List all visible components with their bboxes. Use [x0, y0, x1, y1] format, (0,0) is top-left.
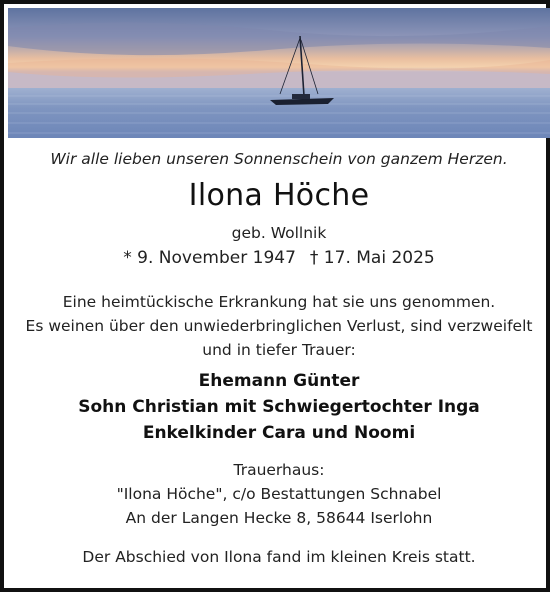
- mourner: Enkelkinder Cara und Noomi: [142, 423, 416, 443]
- address-line: "Ilona Höche", c/o Bestattungen Schnabel: [116, 485, 442, 503]
- address-line: Trauerhaus:: [233, 461, 325, 479]
- birth-date: * 9. November 1947: [123, 248, 296, 268]
- sunset-sea-image: [8, 8, 550, 138]
- birth-name: geb. Wollnik: [231, 224, 327, 242]
- mourner: Ehemann Günter: [198, 371, 360, 391]
- motto: Wir alle lieben unseren Sonnenschein von ganzem Herzen.: [50, 150, 508, 168]
- mourning-house-address: [8, 458, 550, 530]
- message-line: Eine heimtückische Erkrankung hat sie uns genommen.: [62, 293, 496, 311]
- message: [8, 290, 550, 362]
- life-dates: [8, 248, 550, 268]
- deceased-name: Ilona Höche: [188, 178, 370, 213]
- message-line: und in tiefer Trauer:: [202, 341, 356, 359]
- death-date: † 17. Mai 2025: [309, 248, 435, 268]
- mourners-list: [8, 368, 550, 446]
- sea-sailboat-photo: [8, 8, 550, 138]
- message-line: Es weinen über den unwiederbringlichen Verlust, sind verzweifelt: [25, 317, 533, 335]
- mourner: Sohn Christian mit Schwiegertochter Inga: [78, 397, 480, 417]
- farewell-note: Der Abschied von Ilona fand im kleinen Kreis statt.: [82, 548, 476, 566]
- address-line: An der Langen Hecke 8, 58644 Iserlohn: [125, 509, 433, 527]
